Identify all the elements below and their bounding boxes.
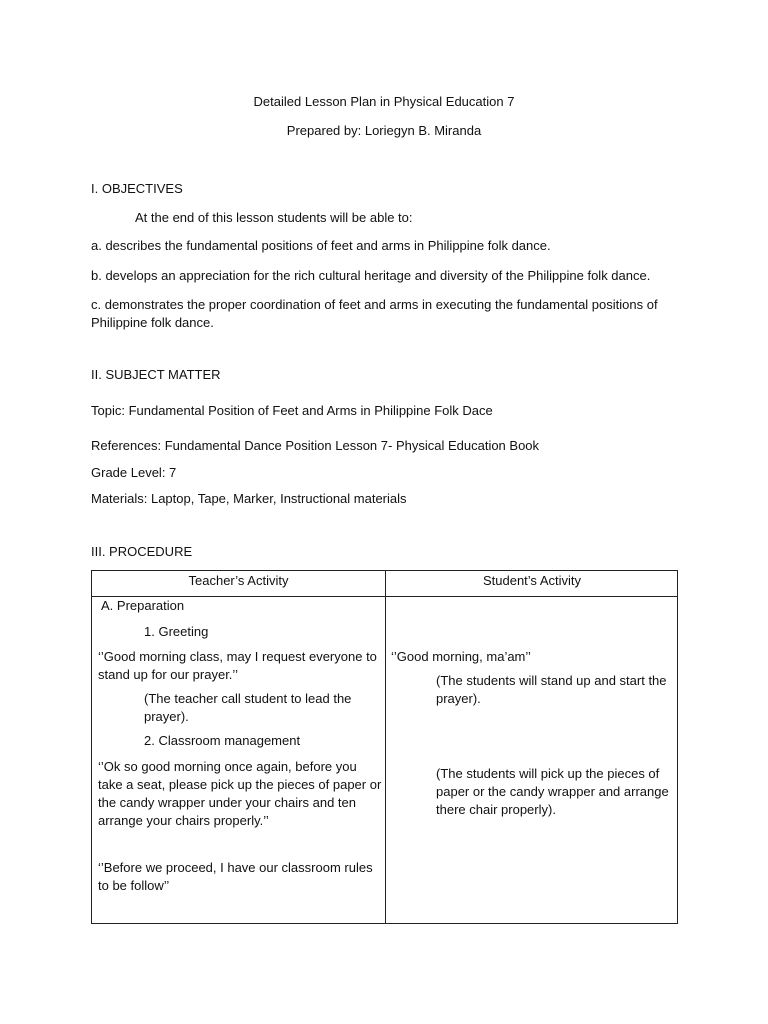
materials-line: Materials: Laptop, Tape, Marker, Instructional materials: [91, 491, 407, 506]
procedure-heading: III. PROCEDURE: [91, 544, 193, 559]
procedure-table: [91, 570, 678, 924]
teacher-greeting-text: ‘’Good morning class, may I request everyone to stand up for our prayer.’’: [98, 649, 377, 682]
objective-item-a: a. describes the fundamental positions of feet and arms in Philippine folk dance.: [91, 238, 551, 253]
teacher-activity-header: Teacher’s Activity: [188, 573, 289, 588]
greeting-label: 1. Greeting: [144, 624, 209, 639]
document-title: Detailed Lesson Plan in Physical Education 7: [253, 94, 515, 109]
teacher-prayer-note: (The teacher call student to lead the prayer).: [144, 691, 352, 724]
student-prayer-note: (The students will stand up and start the prayer).: [436, 673, 667, 706]
preparation-label: A. Preparation: [101, 598, 185, 613]
student-activity-header: Student’s Activity: [482, 573, 582, 588]
student-cleanup-note: (The students will pick up the pieces of paper or the candy wrapper and arrange there chair properly).: [436, 766, 669, 817]
objective-item-c: c. demonstrates the proper coordination of feet and arms in executing the fundamental positions of Philippine folk dance.: [91, 297, 658, 330]
prepared-by: Prepared by: Loriegyn B. Miranda: [286, 123, 482, 138]
classroom-management-label: 2. Classroom management: [144, 733, 301, 748]
student-greeting-reply: ‘’Good morning, ma’am’’: [391, 649, 531, 664]
objectives-heading: I. OBJECTIVES: [91, 181, 183, 196]
grade-level-line: Grade Level: 7: [91, 465, 177, 480]
objective-item-b: b. develops an appreciation for the rich cultural heritage and diversity of the Philippine folk dance.: [91, 268, 651, 283]
subject-matter-heading: II. SUBJECT MATTER: [91, 367, 221, 382]
topic-line: Topic: Fundamental Position of Feet and Arms in Philippine Folk Dace: [91, 403, 493, 418]
table-column-divider: [385, 571, 386, 923]
teacher-management-text: ‘’Ok so good morning once again, before you take a seat, please pick up the pieces of paper or the candy wrapper under your chairs and ten arrange your chairs properly.’’: [98, 759, 382, 828]
teacher-rules-text: ‘’Before we proceed, I have our classroom rules to be follow’’: [98, 860, 373, 893]
references-line: References: Fundamental Dance Position Lesson 7- Physical Education Book: [91, 438, 540, 453]
objectives-intro: At the end of this lesson students will be able to:: [135, 210, 413, 225]
